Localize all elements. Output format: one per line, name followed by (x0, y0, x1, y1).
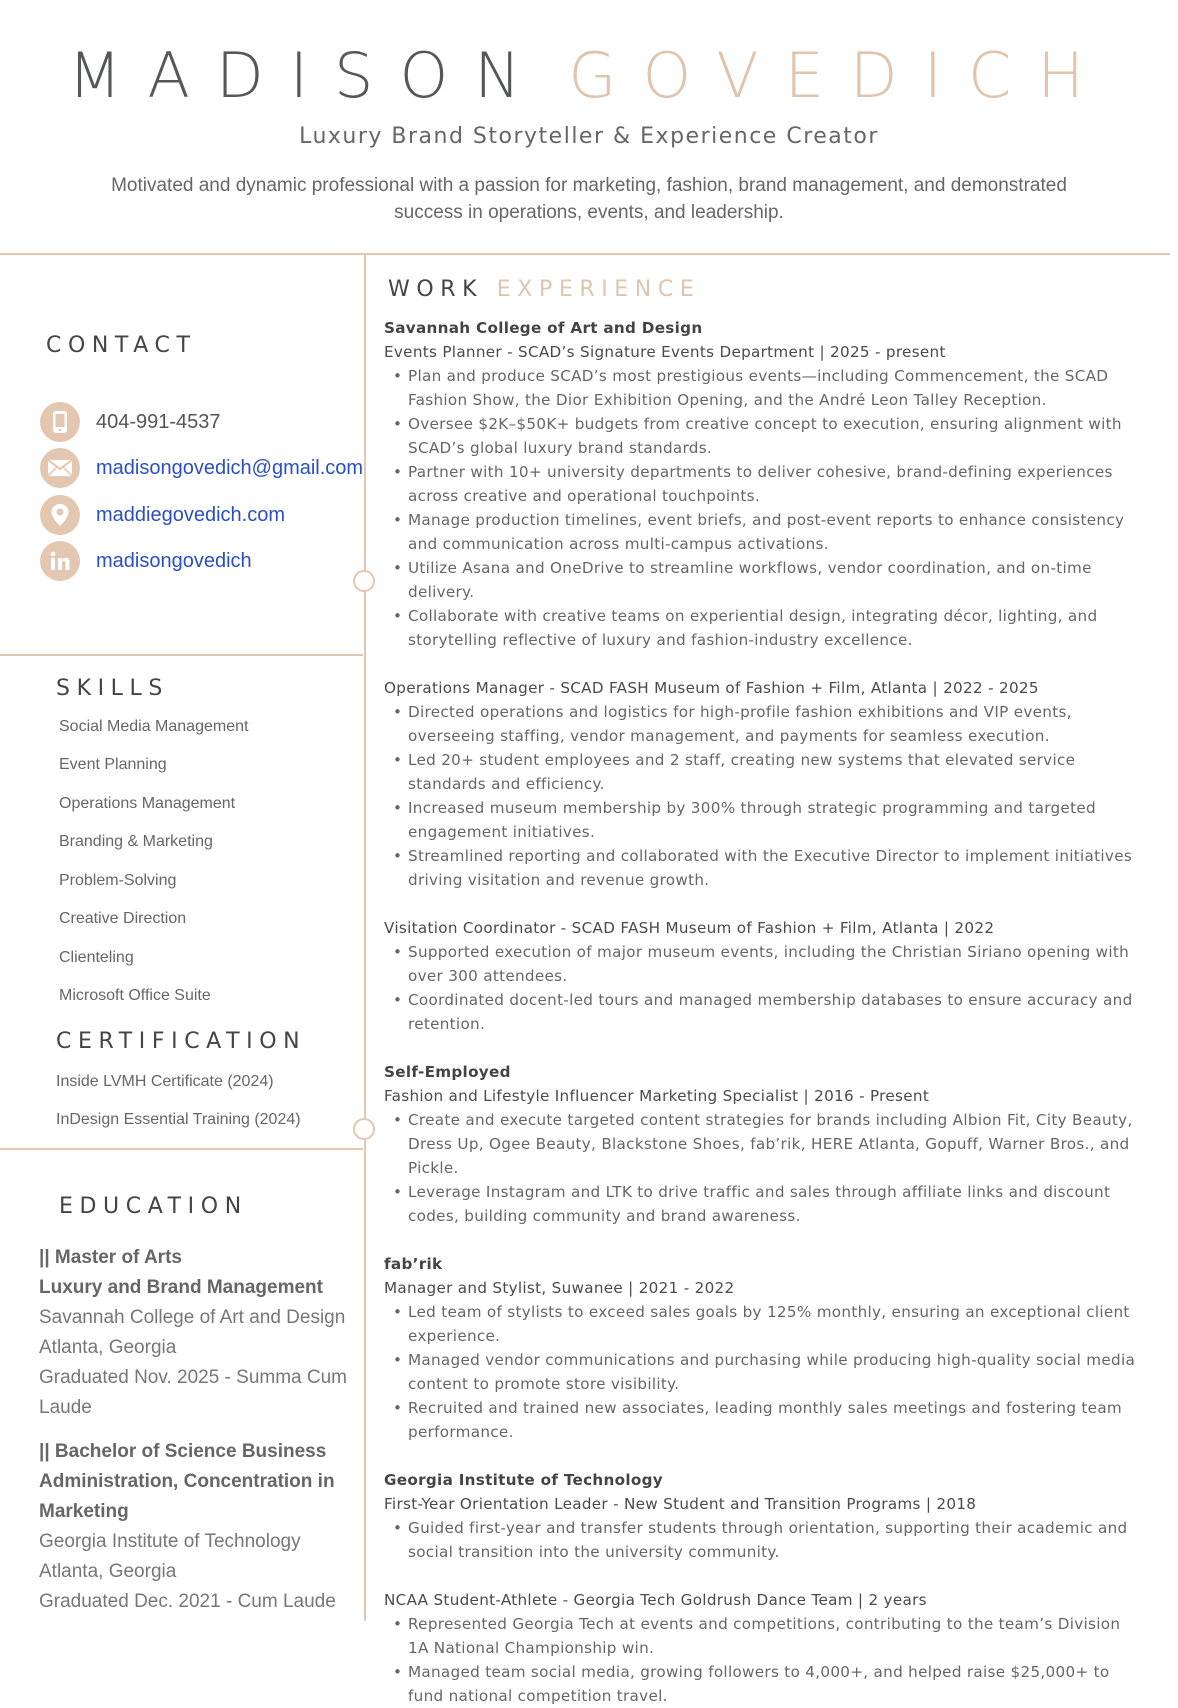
job-bullet: • Supported execution of major museum events, including the Christian Siriano opening with over 300 attendees. (384, 940, 1144, 988)
email-icon (40, 448, 80, 488)
job-bullet: • Oversee $2K–$50K+ budgets from creative concept to execution, ensuring alignment with SCAD’s global luxury brand standards. (384, 412, 1144, 460)
school-location: Atlanta, Georgia (39, 1337, 177, 1358)
job-bullet: • Coordinated docent-led tours and managed membership databases to ensure accuracy and retention. (384, 988, 1144, 1036)
skill-item: Problem-Solving (59, 872, 177, 889)
skill-item: Social Media Management (59, 718, 249, 735)
tagline: Luxury Brand Storyteller & Experience Creator (299, 124, 879, 149)
job-bullets (384, 700, 1144, 892)
job-title: Operations Manager - SCAD FASH Museum of Fashion + Film, Atlanta | 2022 - 2025 (384, 679, 1039, 697)
degree-marker: || (39, 1247, 55, 1268)
job-bullets (384, 1108, 1144, 1228)
job-bullet: • Led 20+ student employees and 2 staff, creating new systems that elevated service standards and efficiency. (384, 748, 1144, 796)
job-bullet: • Led team of stylists to exceed sales goals by 125% monthly, ensuring an exceptional client experience. (384, 1300, 1144, 1348)
work-experience-list (384, 316, 1144, 1708)
job-bullet: • Utilize Asana and OneDrive to streamline workflows, vendor coordination, and on-time delivery. (384, 556, 1144, 604)
school-location: Atlanta, Georgia (39, 1561, 177, 1582)
job-title: Events Planner - SCAD’s Signature Events Department | 2025 - present (384, 343, 946, 361)
contact-phone (40, 402, 221, 442)
job-bullet: • Streamlined reporting and collaborated with the Executive Director to implement initiatives driving visitation and revenue growth. (384, 844, 1144, 892)
certification-heading: CERTIFICATION (56, 1029, 307, 1054)
education-heading: EDUCATION (59, 1194, 248, 1219)
skill-item: Creative Direction (59, 910, 187, 927)
skill-item: Branding & Marketing (59, 833, 213, 850)
email-link[interactable]: madisongovedich@gmail.com (96, 456, 364, 479)
job-bullet: • Collaborate with creative teams on experiential design, integrating décor, lighting, and storytelling reflective of luxury and fashion-industry excellence. (384, 604, 1144, 652)
contact-email[interactable] (40, 448, 363, 488)
phone-icon (40, 402, 80, 442)
job-title: Manager and Stylist, Suwanee | 2021 - 2022 (384, 1279, 735, 1297)
education-entry-masters (39, 1243, 359, 1423)
degree-marker: || (39, 1441, 55, 1462)
graduation-info: Graduated Nov. 2025 - Summa Cum Laude (39, 1367, 348, 1418)
employer-name: Georgia Institute of Technology (384, 1471, 663, 1489)
certification-item: Inside LVMH Certificate (2024) (56, 1073, 274, 1090)
degree-field: Luxury and Brand Management (39, 1277, 323, 1298)
job-bullet: • Managed vendor communications and purchasing while producing high-quality social media content to promote store visibility. (384, 1348, 1144, 1396)
first-name: MADISON (67, 39, 547, 112)
job-title: First-Year Orientation Leader - New Student and Transition Programs | 2018 (384, 1495, 977, 1513)
work-heading-word: WORK (388, 277, 484, 302)
certification-item: InDesign Essential Training (2024) (56, 1111, 301, 1128)
job-bullet: • Guided first-year and transfer students through orientation, supporting their academic and social transition into the university community. (384, 1516, 1144, 1564)
job-bullets (384, 1516, 1144, 1564)
contact-divider (0, 654, 363, 656)
work-experience-heading (388, 277, 700, 302)
job-bullet: • Leverage Instagram and LTK to drive traffic and sales through affiliate links and discount codes, building community and brand awareness. (384, 1180, 1144, 1228)
job-bullet: • Recruited and trained new associates, leading monthly sales meetings and fostering team performance. (384, 1396, 1144, 1444)
job-bullet: • Plan and produce SCAD’s most prestigious events—including Commencement, the SCAD Fashion Show, the Dior Exhibition Opening, and the André Leon Talley Reception. (384, 364, 1144, 412)
job-bullets (384, 940, 1144, 1036)
divider-node (353, 1118, 375, 1140)
skill-item: Event Planning (59, 756, 167, 773)
job-bullet: • Directed operations and logistics for high-profile fashion exhibitions and VIP events, overseeing staffing, vendor management, and payments for seamless execution. (384, 700, 1144, 748)
job-bullet: • Managed team social media, growing followers to 4,000+, and helped raise $25,000+ to fund national competition travel. (384, 1660, 1144, 1708)
contact-website[interactable] (40, 495, 285, 535)
employer-name: fab’rik (384, 1255, 443, 1273)
job-bullet: • Partner with 10+ university departments to deliver cohesive, brand-defining experiences across creative and operational touchpoints. (384, 460, 1144, 508)
website-link[interactable]: maddiegovedich.com (96, 503, 285, 526)
column-divider (364, 253, 366, 1621)
education-entry-bachelors (39, 1437, 359, 1617)
job-bullets (384, 1300, 1144, 1444)
name-heading (0, 40, 1178, 112)
job-bullet: • Manage production timelines, event briefs, and post-event reports to enhance consistency and communication across multi-campus activations. (384, 508, 1144, 556)
skill-item: Operations Management (59, 795, 236, 812)
school-name: Georgia Institute of Technology (39, 1531, 301, 1552)
job-bullet: • Create and execute targeted content strategies for brands including Albion Fit, City Beauty, Dress Up, Ogee Beauty, Blackstone Shoes, fab’rik, HERE Atlanta, Gopuff, Warner Bros., and Pickle. (384, 1108, 1144, 1180)
degree-title: Master of Arts (54, 1247, 182, 1268)
school-name: Savannah College of Art and Design (39, 1307, 346, 1328)
job-title: NCAA Student-Athlete - Georgia Tech Goldrush Dance Team | 2 years (384, 1591, 927, 1609)
employer-name: Self-Employed (384, 1063, 511, 1081)
job-title: Visitation Coordinator - SCAD FASH Museum of Fashion + Film, Atlanta | 2022 (384, 919, 995, 937)
skill-item: Clienteling (59, 949, 134, 966)
certification-divider (0, 1148, 363, 1150)
job-title: Fashion and Lifestyle Influencer Marketing Specialist | 2016 - Present (384, 1087, 930, 1105)
job-bullet: • Represented Georgia Tech at events and competitions, contributing to the team’s Division 1A National Championship win. (384, 1612, 1144, 1660)
phone-number: 404-991-4537 (96, 410, 221, 433)
linkedin-icon (40, 541, 80, 581)
header-divider (0, 253, 1170, 255)
job-bullet: • Increased museum membership by 300% through strategic programming and targeted engagement initiatives. (384, 796, 1144, 844)
experience-heading-word: EXPERIENCE (496, 277, 701, 302)
last-name: GOVEDICH (568, 39, 1111, 112)
contact-linkedin[interactable] (40, 541, 252, 581)
job-bullets (384, 364, 1144, 652)
skills-heading: SKILLS (56, 676, 169, 701)
job-bullets (384, 1612, 1144, 1708)
contact-heading: CONTACT (46, 333, 197, 358)
linkedin-link[interactable]: madisongovedich (96, 549, 252, 572)
employer-name: Savannah College of Art and Design (384, 319, 703, 337)
divider-node (353, 570, 375, 592)
summary: Motivated and dynamic professional with a passion for marketing, fashion, brand management, and demonstrated success in operations, events, and leadership. (111, 175, 1067, 223)
graduation-info: Graduated Dec. 2021 - Cum Laude (39, 1591, 336, 1612)
skill-item: Microsoft Office Suite (59, 987, 211, 1004)
degree-title: Bachelor of Science Business Administration, Concentration in Marketing (39, 1441, 335, 1522)
location-pin-icon (40, 495, 80, 535)
